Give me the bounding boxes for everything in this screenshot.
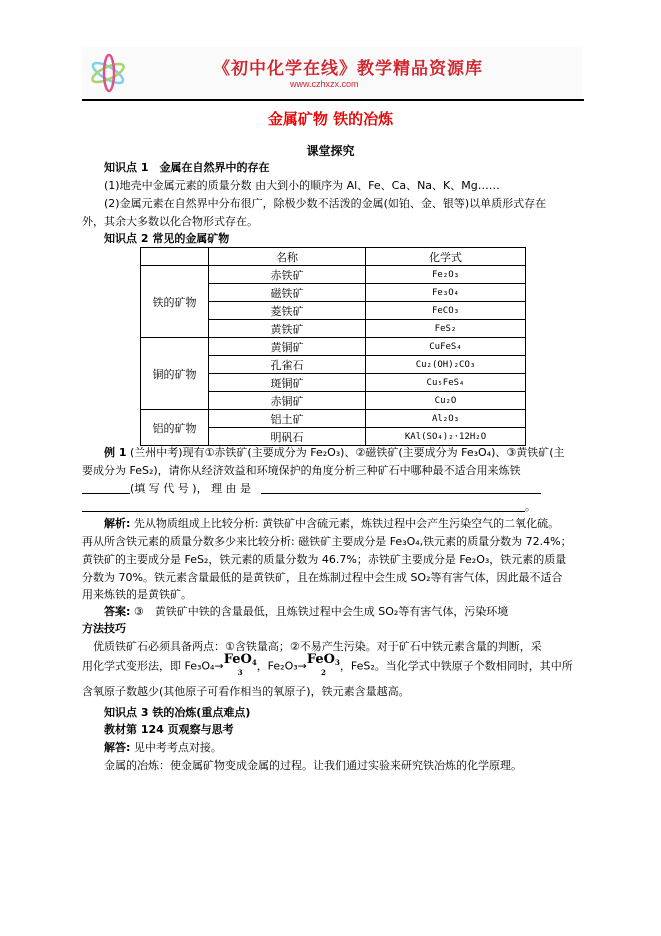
answer-blank-code[interactable] xyxy=(82,481,130,494)
analysis-text: 先从物质组成上比较分析: 黄铁矿中含硫元素，炼铁过程中会产生污染空气的二氧化硫。 xyxy=(133,517,560,530)
table-header-cell xyxy=(141,248,209,266)
smelting-definition: 金属的冶炼：使金属矿物变成金属的过程。让我们通过实验来研究铁冶炼的化学原理。 xyxy=(104,759,522,772)
mineral-name: 孔雀石 xyxy=(209,356,366,374)
formula-denominator: 2 xyxy=(320,668,326,677)
analysis-label: 解析: xyxy=(104,517,131,530)
atom-logo-icon xyxy=(88,52,128,94)
mineral-name: 赤铜矿 xyxy=(209,392,366,410)
example-prompt: (填 写 代 号 )， 理 由 是 xyxy=(130,482,252,495)
table-row xyxy=(141,266,526,284)
kp1-paragraph-2: (2)金属元素在自然界中分布很广，除极少数不活泼的金属(如铂、金、银等)以单质形式存在 xyxy=(104,197,547,210)
header-divider xyxy=(82,99,584,101)
mineral-formula: FeCO₃ xyxy=(366,302,526,320)
formula-denominator: 3 xyxy=(237,668,243,677)
analysis-line-3: 黄铁矿的主要成分是 FeS₂，铁元素的质量分数为 46.7%；赤铁矿主要成分是 Fe₂O₃，铁元素的质量 xyxy=(82,553,567,566)
example1-line-1 xyxy=(82,445,609,461)
site-url[interactable]: www.czhxzx.com xyxy=(290,79,359,89)
document-title: 金属矿物 铁的冶炼 xyxy=(267,110,394,128)
answer-label: 答案: xyxy=(104,605,131,618)
example1-line-2: 要成分为 FeS₂)，请你从经济效益和环境保护的角度分析三种矿石中哪种最不适合用来炼铁 xyxy=(82,464,521,477)
mineral-formula: KAl(SO₄)₂·12H₂O xyxy=(366,428,526,446)
answer-blank-reason[interactable] xyxy=(261,481,541,494)
mineral-formula: FeS₂ xyxy=(366,320,526,338)
mineral-name: 铝土矿 xyxy=(209,410,366,428)
mineral-formula: Cu₂O xyxy=(366,392,526,410)
formula-numerator: 4 xyxy=(251,658,257,667)
example-text: (兰州中考)现有①赤铁矿(主要成分为 Fe₂O₃)、②磁铁矿(主要成分为 Fe₃O₄)、③黄铁矿(主 xyxy=(129,446,565,459)
kp3-answer xyxy=(82,740,609,756)
analysis-line-5: 用来炼铁的是黄铁矿。 xyxy=(82,588,192,601)
kp3-answer-text: 见中考考点对接。 xyxy=(133,741,222,754)
table-row xyxy=(141,338,526,356)
formula-main: FeO xyxy=(223,652,252,667)
kp1-heading: 知识点 1 金属在自然界中的存在 xyxy=(104,161,270,174)
mineral-formula: Al₂O₃ xyxy=(366,410,526,428)
kp3-answer-label: 解答: xyxy=(104,741,131,754)
mineral-formula: CuFeS₄ xyxy=(366,338,526,356)
kp1-paragraph-2-cont: 外，其余大多数以化合物形式存在。 xyxy=(82,215,258,228)
mineral-formula: Cu₅FeS₄ xyxy=(366,374,526,392)
kp2-heading: 知识点 2 常见的金属矿物 xyxy=(104,232,230,245)
analysis-line-4: 分数为 70%。铁元素含量最低的是黄铁矿，且在炼制过程中会生成 SO₂等有害气体，因此最不适合 xyxy=(82,571,563,584)
answer-blank-reason-cont[interactable] xyxy=(82,499,525,512)
formula-main: FeO xyxy=(306,652,335,667)
mineral-name: 黄铁矿 xyxy=(209,320,366,338)
example1-line-3 xyxy=(82,481,587,497)
kp1-paragraph-1: (1)地壳中金属元素的质量分数 由大到小的顺序为 Al、Fe、Ca、Na、K、Mg…… xyxy=(104,179,500,192)
method-line-2 xyxy=(82,652,587,678)
formula-numerator: 3 xyxy=(335,658,340,667)
category-cell: 铁的矿物 xyxy=(141,266,209,338)
section-subtitle: 课堂探究 xyxy=(306,144,355,158)
method-text: 用化学式变形法，即 Fe₃O₄→ xyxy=(82,659,224,673)
category-cell: 铝的矿物 xyxy=(141,410,209,446)
mineral-formula: Cu₂(OH)₂CO₃ xyxy=(366,356,526,374)
minerals-table xyxy=(140,247,526,446)
category-cell: 铜的矿物 xyxy=(141,338,209,410)
end-mark: 。 xyxy=(525,500,536,513)
method-heading: 方法技巧 xyxy=(82,622,126,635)
analysis-line-1 xyxy=(82,516,609,532)
kp3-heading: 知识点 3 铁的冶炼(重点难点) xyxy=(104,706,251,719)
example-label: 例 1 xyxy=(104,446,127,459)
formula-feo-4-3 xyxy=(223,652,257,678)
mineral-formula: Fe₃O₄ xyxy=(366,284,526,302)
example1-line-4 xyxy=(82,499,587,515)
textbook-reference: 教材第 124 页观察与思考 xyxy=(104,723,234,736)
mineral-name: 明矾石 xyxy=(209,428,366,446)
answer-line xyxy=(82,604,609,620)
mineral-name: 菱铁矿 xyxy=(209,302,366,320)
table-row xyxy=(141,410,526,428)
table-header-row xyxy=(141,248,526,266)
table-header-cell: 名称 xyxy=(209,248,366,266)
mineral-name: 斑铜矿 xyxy=(209,374,366,392)
mineral-formula: Fe₂O₃ xyxy=(366,266,526,284)
method-line-1: 优质铁矿石必须具备两点：①含铁量高；②不易产生污染。对于矿石中铁元素含量的判断，采 xyxy=(93,640,542,653)
analysis-line-2: 再从所含铁元素的质量分数多少来比较分析: 磁铁矿主要成分是 Fe₃O₄,铁元素的质量分数为 72.4%； xyxy=(82,535,572,548)
mineral-name: 黄铜矿 xyxy=(209,338,366,356)
formula-feo-3-2 xyxy=(306,652,340,678)
method-line-3: 含氧原子数越少(其他原子可看作相当的氧原子)，铁元素含量越高。 xyxy=(82,685,410,698)
method-text: ，FeS₂。当化学式中铁原子个数相同时，其中所 xyxy=(339,659,573,673)
method-text: ，Fe₂O₃→ xyxy=(256,659,307,673)
site-title: 《初中化学在线》教学精品资源库 xyxy=(213,59,483,79)
mineral-name: 赤铁矿 xyxy=(209,266,366,284)
mineral-name: 磁铁矿 xyxy=(209,284,366,302)
answer-text: ③ 黄铁矿中铁的含量最低，且炼铁过程中会生成 SO₂等有害气体，污染环境 xyxy=(133,605,509,618)
table-header-cell: 化学式 xyxy=(366,248,526,266)
